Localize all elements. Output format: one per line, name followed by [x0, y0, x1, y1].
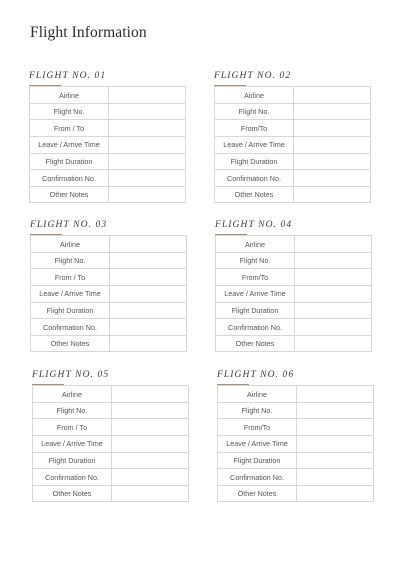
flight-title: FLIGHT NO. 03: [30, 220, 108, 230]
row-label: Airline: [215, 87, 294, 104]
table-row: [30, 153, 186, 170]
table-row: [218, 436, 374, 453]
value-cell[interactable]: [295, 286, 372, 303]
table-row: [215, 170, 371, 187]
row-label: Confirmation No.: [33, 469, 112, 486]
flight-title: FLIGHT NO. 01: [29, 71, 107, 81]
row-label: Flight Duration: [215, 153, 294, 170]
table-row: [33, 452, 189, 469]
row-label: Other Notes: [218, 485, 297, 502]
row-label: From/To: [216, 269, 295, 286]
table-row: [218, 402, 374, 419]
value-cell[interactable]: [294, 87, 371, 104]
value-cell[interactable]: [295, 302, 372, 319]
table-row: [31, 286, 187, 303]
table-row: [33, 419, 189, 436]
row-label: Flight Duration: [218, 452, 297, 469]
value-cell[interactable]: [295, 252, 372, 269]
value-cell[interactable]: [294, 137, 371, 154]
value-cell[interactable]: [109, 137, 186, 154]
value-cell[interactable]: [294, 103, 371, 120]
row-label: Flight No.: [33, 402, 112, 419]
table-row: [33, 402, 189, 419]
flight-title: FLIGHT NO. 05: [32, 370, 110, 380]
flight-title: FLIGHT NO. 06: [217, 370, 295, 380]
page-title: Flight Information: [30, 24, 147, 41]
table-row: [216, 302, 372, 319]
table-row: [30, 120, 186, 137]
row-label: Other Notes: [215, 186, 294, 203]
value-cell[interactable]: [294, 153, 371, 170]
flight-block-05: [32, 369, 186, 502]
row-label: Airline: [218, 386, 297, 403]
row-label: Airline: [31, 236, 110, 253]
value-cell[interactable]: [110, 252, 187, 269]
row-label: Confirmation No.: [218, 469, 297, 486]
table-row: [216, 335, 372, 352]
row-label: Flight No.: [30, 103, 109, 120]
row-label: Other Notes: [216, 335, 295, 352]
flight-table: [30, 235, 187, 352]
table-row: [31, 302, 187, 319]
row-label: Other Notes: [31, 335, 110, 352]
table-row: [215, 186, 371, 203]
table-row: [215, 137, 371, 154]
value-cell[interactable]: [109, 87, 186, 104]
value-cell[interactable]: [295, 319, 372, 336]
row-label: Confirmation No.: [30, 170, 109, 187]
table-row: [33, 436, 189, 453]
value-cell[interactable]: [297, 419, 374, 436]
table-row: [215, 120, 371, 137]
table-row: [30, 87, 186, 104]
row-label: From / To: [33, 419, 112, 436]
value-cell[interactable]: [112, 419, 189, 436]
value-cell[interactable]: [110, 335, 187, 352]
value-cell[interactable]: [112, 402, 189, 419]
table-row: [33, 485, 189, 502]
table-row: [30, 170, 186, 187]
table-row: [218, 485, 374, 502]
flight-block-04: [215, 219, 369, 352]
row-label: From/To: [215, 120, 294, 137]
value-cell[interactable]: [110, 286, 187, 303]
value-cell[interactable]: [297, 386, 374, 403]
row-label: Flight No.: [218, 402, 297, 419]
value-cell[interactable]: [295, 236, 372, 253]
row-label: Leave / Arrive Time: [215, 137, 294, 154]
value-cell[interactable]: [294, 120, 371, 137]
value-cell[interactable]: [109, 120, 186, 137]
table-row: [216, 286, 372, 303]
row-label: Flight Duration: [33, 452, 112, 469]
row-label: From / To: [30, 120, 109, 137]
value-cell[interactable]: [112, 436, 189, 453]
row-label: Leave / Arrive Time: [33, 436, 112, 453]
value-cell[interactable]: [110, 236, 187, 253]
row-label: Leave / Arrive Time: [218, 436, 297, 453]
flight-table: [29, 86, 186, 203]
row-label: Confirmation No.: [31, 319, 110, 336]
table-row: [218, 419, 374, 436]
flight-block-01: [29, 70, 183, 203]
table-row: [31, 236, 187, 253]
value-cell[interactable]: [109, 186, 186, 203]
value-cell[interactable]: [294, 170, 371, 187]
table-row: [215, 103, 371, 120]
row-label: From / To: [31, 269, 110, 286]
table-row: [31, 319, 187, 336]
row-label: Flight No.: [31, 252, 110, 269]
value-cell[interactable]: [297, 469, 374, 486]
row-label: Flight Duration: [30, 153, 109, 170]
table-row: [33, 469, 189, 486]
value-cell[interactable]: [110, 319, 187, 336]
table-row: [216, 236, 372, 253]
row-label: Airline: [33, 386, 112, 403]
value-cell[interactable]: [297, 402, 374, 419]
flight-table: [215, 235, 372, 352]
flight-table: [214, 86, 371, 203]
row-label: Flight No.: [216, 252, 295, 269]
flight-title: FLIGHT NO. 04: [215, 220, 293, 230]
row-label: Confirmation No.: [215, 170, 294, 187]
table-row: [215, 87, 371, 104]
row-label: Leave / Arrive Time: [31, 286, 110, 303]
value-cell[interactable]: [297, 485, 374, 502]
value-cell[interactable]: [109, 153, 186, 170]
table-row: [218, 469, 374, 486]
value-cell[interactable]: [112, 386, 189, 403]
value-cell[interactable]: [112, 485, 189, 502]
row-label: Other Notes: [30, 186, 109, 203]
value-cell[interactable]: [109, 103, 186, 120]
value-cell[interactable]: [112, 469, 189, 486]
value-cell[interactable]: [112, 452, 189, 469]
row-label: Flight Duration: [216, 302, 295, 319]
row-label: Confirmation No.: [216, 319, 295, 336]
value-cell[interactable]: [297, 452, 374, 469]
row-label: Leave / Arrive Time: [216, 286, 295, 303]
table-row: [30, 186, 186, 203]
value-cell[interactable]: [295, 335, 372, 352]
row-label: Airline: [216, 236, 295, 253]
value-cell[interactable]: [297, 436, 374, 453]
table-row: [30, 137, 186, 154]
table-row: [218, 386, 374, 403]
value-cell[interactable]: [295, 269, 372, 286]
flight-table: [217, 385, 374, 502]
table-row: [215, 153, 371, 170]
table-row: [216, 319, 372, 336]
table-row: [33, 386, 189, 403]
flight-block-03: [30, 219, 184, 352]
table-row: [31, 252, 187, 269]
row-label: Leave / Arrive Time: [30, 137, 109, 154]
flight-title: FLIGHT NO. 02: [214, 71, 292, 81]
value-cell[interactable]: [110, 302, 187, 319]
table-row: [216, 252, 372, 269]
row-label: Flight No.: [215, 103, 294, 120]
flight-table: [32, 385, 189, 502]
table-row: [216, 269, 372, 286]
value-cell[interactable]: [294, 186, 371, 203]
row-label: Flight Duration: [31, 302, 110, 319]
row-label: Airline: [30, 87, 109, 104]
table-row: [31, 335, 187, 352]
row-label: From/To: [218, 419, 297, 436]
flight-block-02: [214, 70, 368, 203]
value-cell[interactable]: [110, 269, 187, 286]
table-row: [30, 103, 186, 120]
row-label: Other Notes: [33, 485, 112, 502]
table-row: [218, 452, 374, 469]
flight-block-06: [217, 369, 371, 502]
table-row: [31, 269, 187, 286]
value-cell[interactable]: [109, 170, 186, 187]
